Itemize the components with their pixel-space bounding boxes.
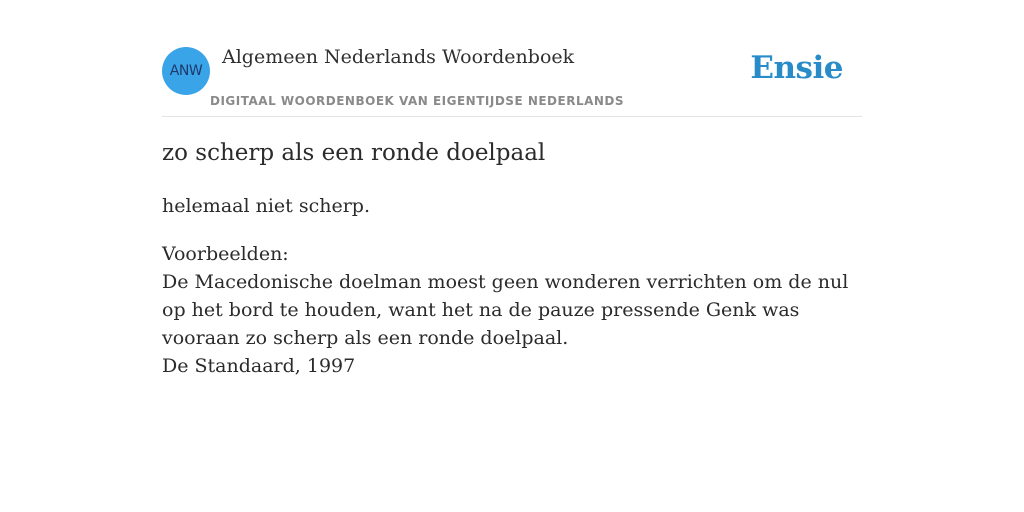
- entry-title: zo scherp als een ronde doelpaal: [162, 140, 546, 166]
- site-title[interactable]: Algemeen Nederlands Woordenboek: [222, 46, 575, 68]
- anw-logo[interactable]: ANW: [162, 47, 210, 95]
- example-text: De Macedonische doelman moest geen wonderen verrichten om de nul op het bord te houden, want het na de pauze pressende Genk was vooraan zo scherp als een ronde doelpaal.: [162, 271, 849, 349]
- examples-label: Voorbeelden:: [162, 243, 289, 265]
- ensie-brand-link[interactable]: Ensie: [750, 50, 843, 86]
- example-source: De Standaard, 1997: [162, 355, 356, 377]
- site-subtitle: DIGITAAL WOORDENBOEK VAN EIGENTIJDSE NEDERLANDS: [210, 94, 625, 108]
- entry-definition: helemaal niet scherp.: [162, 195, 370, 217]
- examples-section: [162, 240, 862, 380]
- page-container: [162, 0, 862, 512]
- site-header: [162, 0, 862, 117]
